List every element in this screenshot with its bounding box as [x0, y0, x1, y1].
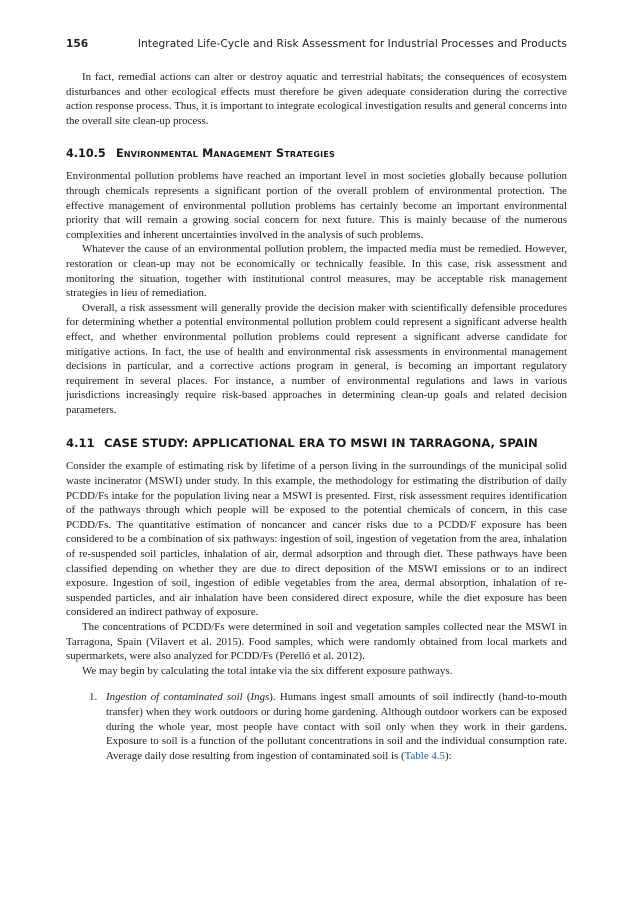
table-reference-link[interactable]: Table 4.5 — [404, 749, 445, 762]
paragraph: The concentrations of PCDD/Fs were determined in soil and vegetation samples collected near the MSWI in Tarragona, Spain (Vilavert et al. 2015). Food samples, which were randomly obtained from local markets and supermarkets, were also analyzed for PCDD/Fs (Perelló et al. 2012). — [66, 621, 567, 663]
list-item-abbreviation: Ings — [250, 691, 270, 704]
section-heading-4-11 — [66, 436, 567, 450]
section-number: 4.10.5 — [66, 147, 106, 161]
list-item-text-end: ): — [445, 749, 452, 762]
paragraph: Whatever the cause of an environmental pollution problem, the impacted media must be remedied. However, restoration or clean-up may not be economically or technically feasible. In this case, risk assessment and monitoring the situation, together with institutional control measures, may be acceptable risk management strategies in lieu of remediation. — [66, 243, 567, 300]
book-title: Integrated Life-Cycle and Risk Assessment for Industrial Processes and Products — [137, 38, 567, 50]
section-title: Environmental Management Strategies — [116, 147, 335, 161]
page-number: 156 — [66, 38, 89, 50]
section-title: CASE STUDY: APPLICATIONAL ERA TO MSWI IN TARRAGONA, SPAIN — [104, 436, 538, 451]
list-item-number: 1. — [89, 691, 98, 704]
paragraph: We may begin by calculating the total intake via the six different exposure pathways. — [82, 664, 453, 677]
section-number: 4.11 — [66, 436, 95, 451]
running-header — [66, 38, 567, 50]
list-item-term: Ingestion of contaminated soil — [106, 691, 243, 704]
intro-paragraph: In fact, remedial actions can alter or destroy aquatic and terrestrial habitats; the consequences of ecosystem disturbances and other ecological effects must therefore be given adequate consideration during the corrective action response process. Thus, it is important to integrate ecological investigation results and general concerns into the overall site clean-up process. — [66, 71, 567, 127]
paragraph: Environmental pollution problems have reached an important level in most societies globally because pollution through chemicals represents a significant portion of the overall problem of environmental protection. The effective management of environmental pollution problems has certainly become an important environmental priority that will remain a growing social concern for next future. This is mainly because of the numerous complexities and inherent uncertainties involved in the analysis of such problems. — [66, 170, 567, 241]
section-heading-4-10-5 — [66, 147, 567, 160]
paragraph: Consider the example of estimating risk by lifetime of a person living in the surroundings of the municipal solid waste incinerator (MSWI) under study. In this example, the methodology for estimating the distribution of daily PCDD/Fs intake for the population living near a MSWI is presented. First, risk assessment requires identification of the pathways through which people will be exposed to the potential chemicals of concern, in this case PCDD/Fs. The quantitative estimation of noncancer and cancer risks due to a PCDD/F exposure has been considered to be a combination of six pathways: ingestion of soil, ingestion of vegetation from the area, inhalation of re-suspended soil particles, inhalation of air, dermal adsorption and through diet. These pathways have been classified depending on whether they are due to direct deposition of the MSWI emissions or to an indirect exposure. Ingestion of soil, ingestion of edible vegetables from the area, dermal absorption, inhalation of re-suspended particles, and air inhalation have been considered direct exposure, while the diet exposure has been considered an indirect pathway of exposure. — [66, 460, 567, 619]
list-item: 1. Ingestion of contaminated soil (Ings). Humans ingest small amounts of soil indirectly (hand-to-mouth transfer) when they work outdoors or during home gardening. Although outdoor workers can be exposed during the whole year, most people have contact with soil only when they work in their gardens. Exposure to soil is a function of the pollutant concentrations in soil and the individual consumption rate. Average daily dose resulting from ingestion of contaminated soil is (Table 4.5): — [89, 691, 567, 762]
list-item-text: ). Humans ingest small amounts of soil indirectly (hand-to-mouth transfer) when they work outdoors or during home gardening. Although outdoor workers can be exposed during the whole year, most people have contact with soil only when they work in their gardens. Exposure to soil is a function of the pollutant concentrations in soil and the individual consumption rate. Average daily dose resulting from ingestion of contaminated soil is ( — [106, 691, 567, 762]
paragraph: Overall, a risk assessment will generally provide the decision maker with scientifically defensible procedures for determining whether a potential environmental pollution problem could represent a significant adverse health effect, and whether environmental pollution problems could represent a significant adverse candidate for mitigative actions. In fact, the use of health and environmental risk assessments in environmental management decisions in particular, and a corrective actions program in general, is becoming an important regulatory requirement in several places. For instance, a number of environmental regulations and laws in various jurisdictions increasingly require risk-based approaches in determining clean-up goals and related decision parameters. — [66, 301, 567, 416]
exposure-pathway-list — [66, 690, 567, 763]
